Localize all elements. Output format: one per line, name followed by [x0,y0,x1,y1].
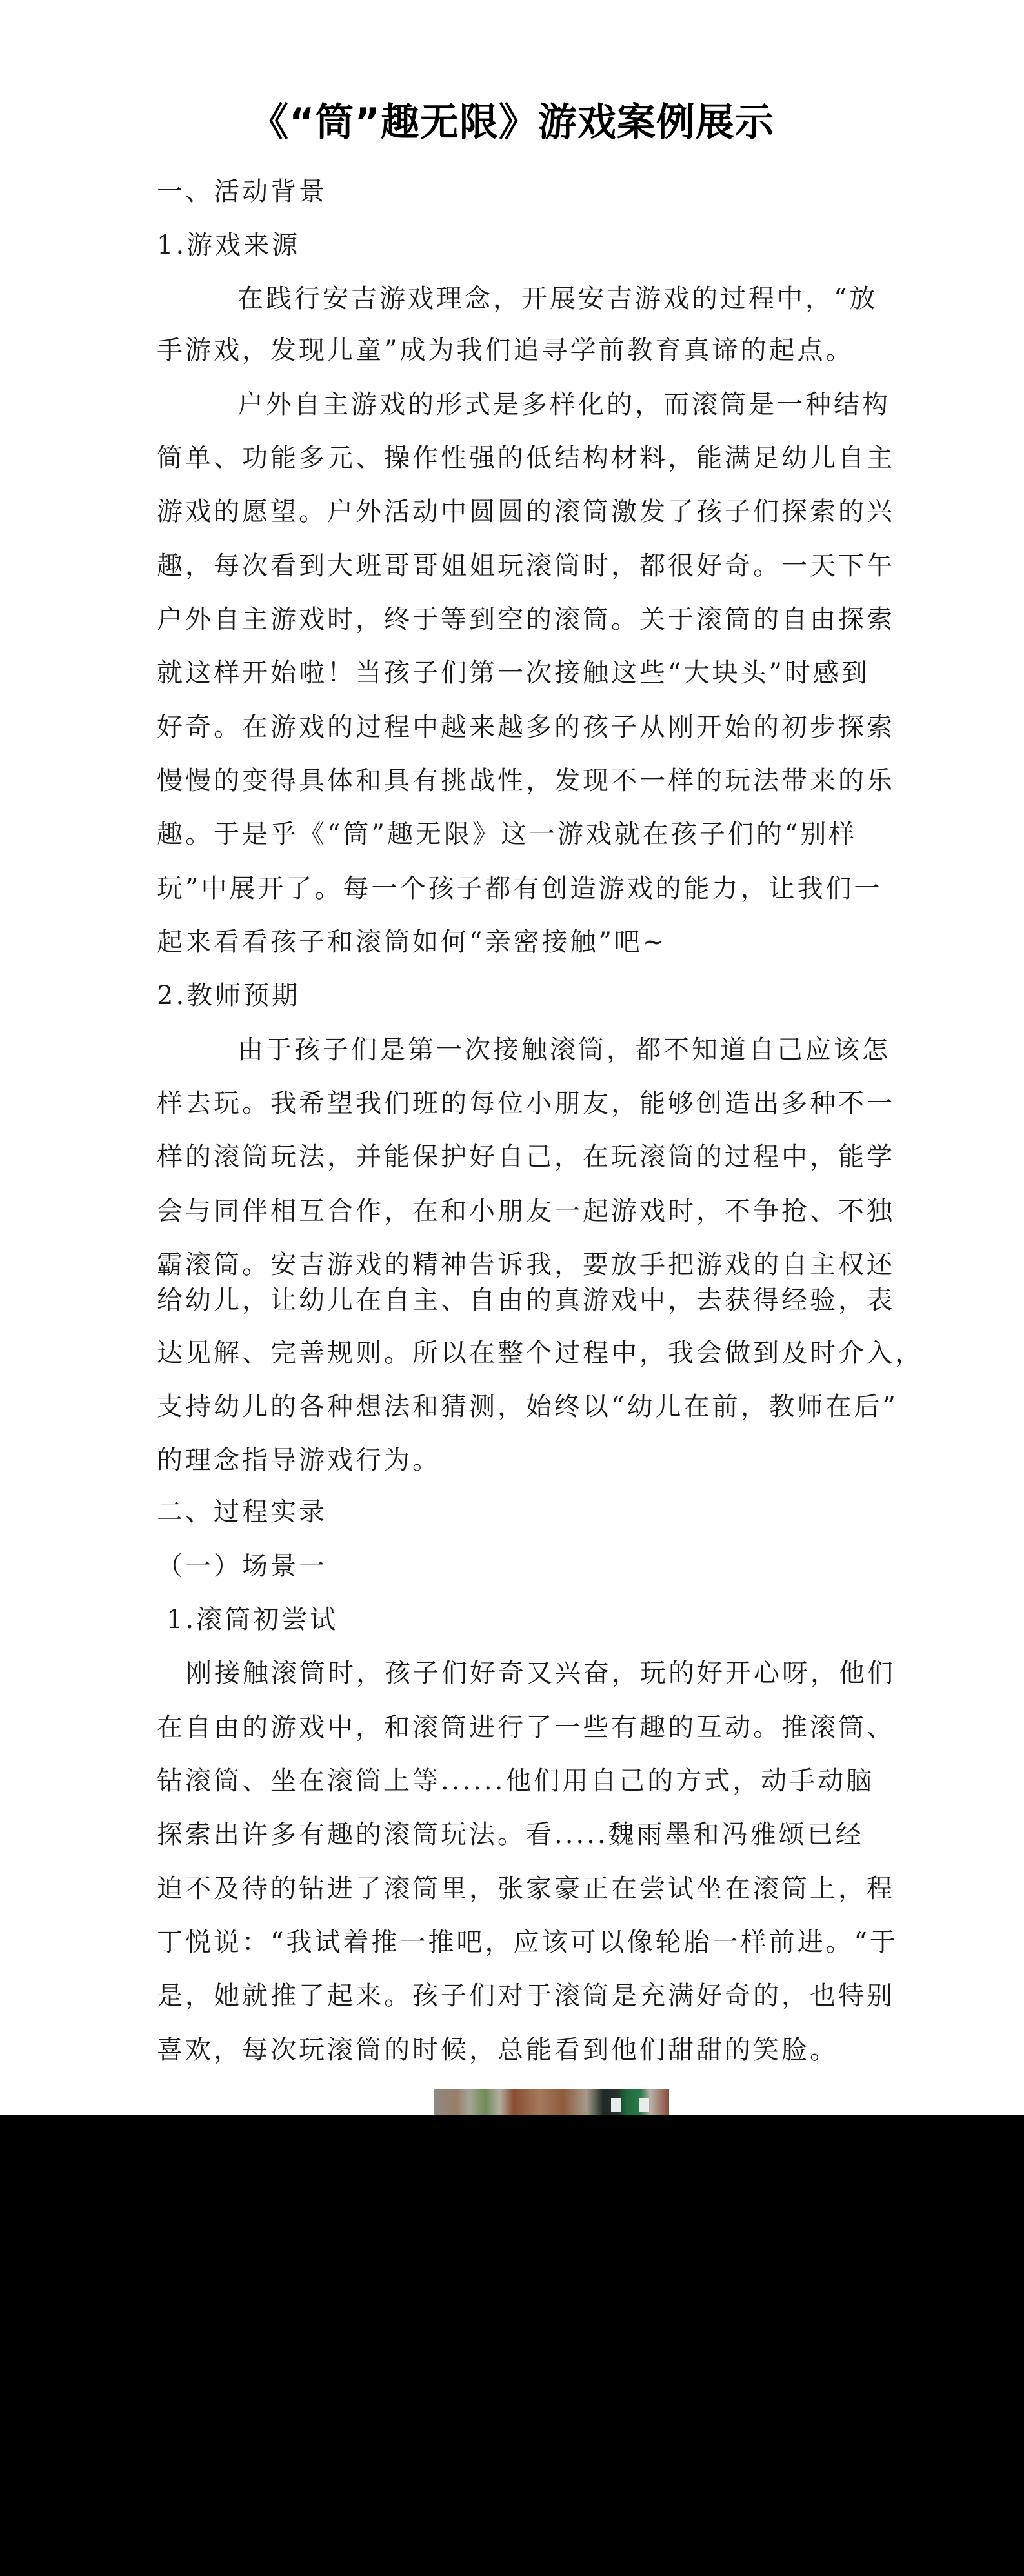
paragraph-line: 户外自主游戏的形式是多样化的，而滚筒是一种结构 [237,390,890,419]
paragraph-line: 支持幼儿的各种想法和猜测，始终以“幼儿在前，教师在后” [157,1392,898,1422]
paragraph-line: 会与同伴相互合作，在和小朋友一起游戏时，不争抢、不独 [157,1196,895,1226]
paragraph-line: 霸滚筒。安吉游戏的精神告诉我，要放手把游戏的自主权还 [157,1250,895,1280]
section-heading: 一、活动背景 [157,177,327,206]
paragraph-line: 由于孩子们是第一次接触滚筒，都不知道自己应该怎 [237,1035,890,1065]
paragraph-line: 探索出许多有趣的滚筒玩法。看.....魏雨墨和冯雅颂已经 [157,1820,864,1849]
subsection-heading: 1.滚筒初尝试 [166,1605,339,1635]
paragraph-line: 简单、功能多元、操作性强的低结构材料，能满足幼儿自主 [157,443,895,473]
paragraph-line: 游戏的愿望。户外活动中圆圆的滚筒激发了孩子们探索的兴 [157,497,895,527]
document-title: 《“筒”趣无限》游戏案例展示 [250,100,774,145]
paragraph-line: 样去玩。我希望我们班的每位小朋友，能够创造出多种不一 [157,1089,895,1118]
paragraph-line: 达见解、完善规则。所以在整个过程中，我会做到及时介入， [157,1338,923,1368]
paragraph-line: 在践行安吉游戏理念，开展安吉游戏的过程中，“放 [237,284,878,314]
paragraph-line: 钻滚筒、坐在滚筒上等......他们用自己的方式，动手动脑 [157,1766,875,1796]
paragraph-line: 喜欢，每次玩滚筒的时候，总能看到他们甜甜的笑脸。 [157,2035,838,2065]
paragraph-line: 给幼儿，让幼儿在自主、自由的真游戏中，去获得经验，表 [157,1285,895,1315]
paragraph-line: 户外自主游戏时，终于等到空的滚筒。关于滚筒的自由探索 [157,605,895,634]
paragraph-line: 手游戏，发现儿童”成为我们追寻学前教育真谛的起点。 [157,336,854,365]
paragraph-line: 样的滚筒玩法，并能保护好自己，在玩滚筒的过程中，能学 [157,1142,895,1172]
scene-heading: （一）场景一 [157,1551,327,1581]
bin-recycle-label-icon [611,2098,621,2112]
paragraph-line: 刚接触滚筒时，孩子们好奇又兴奋，玩的好开心呀，他们 [186,1658,896,1688]
subsection-heading: 2.教师预期 [157,981,301,1011]
paragraph-line: 趣，每次看到大班哥哥姐姐玩滚筒时，都很好奇。一天下午 [157,551,895,581]
paragraph-line: 就这样开始啦！当孩子们第一次接触这些“大块头”时感到 [157,658,870,688]
activity-photo [434,2089,669,2115]
paragraph-line: 是，她就推了起来。孩子们对于滚筒是充满好奇的，也特别 [157,1981,895,2011]
paragraph-line: 慢慢的变得具体和具有挑战性，发现不一样的玩法带来的乐 [157,766,895,796]
paragraph-line: 起来看看孩子和滚筒如何“亲密接触”吧~ [157,927,667,957]
paragraph-line: 在自由的游戏中，和滚筒进行了一些有趣的互动。推滚筒、 [157,1713,895,1742]
bin-recycle-label-icon [639,2098,649,2112]
paragraph-line: 迫不及待的钻进了滚筒里，张家豪正在尝试坐在滚筒上，程 [157,1874,895,1904]
subsection-heading: 1.游戏来源 [157,230,301,260]
paragraph-line: 趣。于是乎《“筒”趣无限》这一游戏就在孩子们的“别样 [157,820,858,849]
paragraph-line: 玩”中展开了。每一个孩子都有创造游戏的能力，让我们一 [157,874,883,903]
unrendered-area [0,2115,1024,2576]
paragraph-line: 丁悦说：“我试着推一推吧，应该可以像轮胎一样前进。“于 [157,1927,898,1957]
paragraph-line: 的理念指导游戏行为。 [157,1445,441,1475]
section-heading: 二、过程实录 [157,1497,327,1527]
paragraph-line: 好奇。在游戏的过程中越来越多的孩子从刚开始的初步探索 [157,712,895,742]
